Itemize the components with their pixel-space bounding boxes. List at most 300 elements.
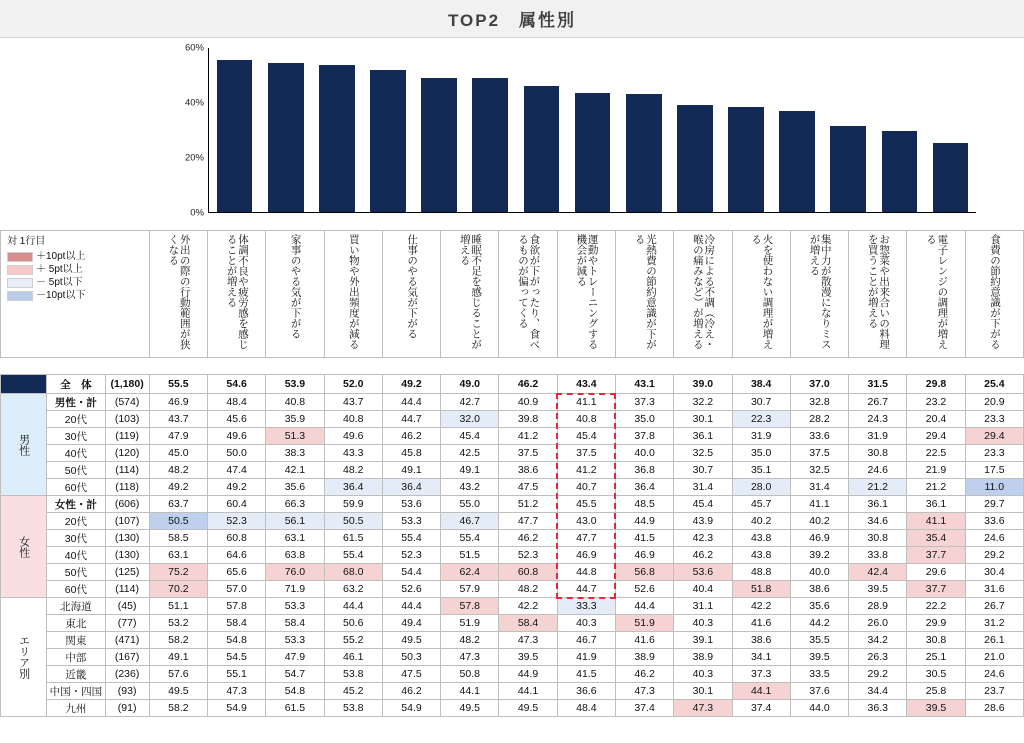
data-cell: 33.6 bbox=[965, 513, 1023, 530]
data-cell: 41.2 bbox=[499, 428, 557, 445]
row-label: 近畿 bbox=[47, 666, 105, 683]
row-n: (236) bbox=[105, 666, 149, 683]
data-cell: 63.8 bbox=[266, 547, 324, 564]
data-cell: 30.8 bbox=[849, 445, 907, 462]
data-cell: 24.6 bbox=[965, 530, 1023, 547]
data-cell: 36.4 bbox=[382, 479, 440, 496]
data-cell: 55.4 bbox=[441, 530, 499, 547]
data-cell: 35.0 bbox=[615, 411, 673, 428]
data-cell: 30.7 bbox=[674, 462, 732, 479]
bar-slot bbox=[874, 48, 925, 212]
y-axis-tick: 0% bbox=[190, 207, 204, 219]
data-cell: 26.1 bbox=[965, 632, 1023, 649]
data-cell: 37.7 bbox=[907, 581, 965, 598]
data-cell: 50.8 bbox=[441, 666, 499, 683]
column-header-2 bbox=[208, 231, 266, 358]
data-cell: 41.1 bbox=[907, 513, 965, 530]
data-cell: 38.9 bbox=[615, 649, 673, 666]
data-cell: 40.0 bbox=[615, 445, 673, 462]
chart-bar bbox=[472, 78, 508, 212]
data-cell: 60.8 bbox=[499, 564, 557, 581]
chart-plot-area bbox=[208, 48, 976, 213]
data-cell: 50.5 bbox=[149, 513, 207, 530]
data-cell: 31.4 bbox=[674, 479, 732, 496]
column-header-label: 買い物や外出頻度が減る bbox=[347, 234, 360, 350]
n-header-spacer bbox=[732, 358, 790, 375]
data-cell: 36.1 bbox=[674, 428, 732, 445]
attribute-table bbox=[0, 230, 1024, 717]
row-n: (606) bbox=[105, 496, 149, 513]
data-cell: 41.5 bbox=[557, 666, 615, 683]
total-value: 49.0 bbox=[441, 375, 499, 394]
row-label: 40代 bbox=[47, 445, 105, 462]
data-cell: 53.8 bbox=[324, 700, 382, 717]
row-n: (107) bbox=[105, 513, 149, 530]
n-header-spacer bbox=[266, 358, 324, 375]
row-n: (130) bbox=[105, 547, 149, 564]
data-cell: 48.2 bbox=[499, 581, 557, 598]
bar-slot bbox=[209, 48, 260, 212]
legend-item bbox=[7, 251, 143, 264]
row-label: 女性・計 bbox=[47, 496, 105, 513]
data-cell: 31.9 bbox=[732, 428, 790, 445]
column-header-label: 食欲が下がったり、食べるものが偏ってくる bbox=[517, 234, 541, 350]
legend-label: － 5pt以下 bbox=[36, 276, 83, 288]
data-cell: 47.9 bbox=[266, 649, 324, 666]
chart-bar bbox=[319, 65, 355, 212]
data-cell: 53.6 bbox=[382, 496, 440, 513]
data-cell: 38.9 bbox=[674, 649, 732, 666]
table-row bbox=[1, 649, 1024, 666]
data-cell: 44.9 bbox=[615, 513, 673, 530]
bar-slot bbox=[618, 48, 669, 212]
row-label: 20代 bbox=[47, 411, 105, 428]
data-cell: 61.5 bbox=[324, 530, 382, 547]
data-cell: 30.5 bbox=[907, 666, 965, 683]
data-cell: 26.7 bbox=[849, 394, 907, 411]
row-label: 50代 bbox=[47, 564, 105, 581]
n-label-row bbox=[1, 358, 1024, 375]
chart-bar bbox=[421, 78, 457, 212]
data-cell: 42.7 bbox=[441, 394, 499, 411]
data-cell: 24.6 bbox=[965, 666, 1023, 683]
legend-item bbox=[7, 277, 143, 290]
column-header-14 bbox=[907, 231, 965, 358]
data-cell: 46.9 bbox=[149, 394, 207, 411]
total-value: 25.4 bbox=[965, 375, 1023, 394]
table-row bbox=[1, 445, 1024, 462]
data-cell: 54.8 bbox=[208, 632, 266, 649]
data-cell: 38.6 bbox=[790, 581, 848, 598]
data-cell: 57.6 bbox=[149, 666, 207, 683]
data-cell: 43.0 bbox=[557, 513, 615, 530]
total-value: 31.5 bbox=[849, 375, 907, 394]
chart-bar bbox=[626, 94, 662, 212]
data-cell: 44.1 bbox=[732, 683, 790, 700]
data-cell: 61.5 bbox=[266, 700, 324, 717]
column-header-1 bbox=[149, 231, 207, 358]
data-cell: 22.3 bbox=[732, 411, 790, 428]
data-cell: 46.1 bbox=[324, 649, 382, 666]
data-cell: 37.5 bbox=[790, 445, 848, 462]
data-cell: 29.2 bbox=[849, 666, 907, 683]
data-cell: 22.2 bbox=[907, 598, 965, 615]
data-cell: 58.4 bbox=[208, 615, 266, 632]
column-header-label: 火を使わない調理が増える bbox=[750, 234, 774, 350]
data-cell: 23.7 bbox=[965, 683, 1023, 700]
data-cell: 54.7 bbox=[266, 666, 324, 683]
table-row bbox=[1, 411, 1024, 428]
column-header-9 bbox=[615, 231, 673, 358]
data-cell: 32.0 bbox=[441, 411, 499, 428]
data-cell: 44.4 bbox=[615, 598, 673, 615]
group-label-男性: 男性 bbox=[1, 394, 47, 496]
data-cell: 24.3 bbox=[849, 411, 907, 428]
bar-slot bbox=[823, 48, 874, 212]
bar-slot bbox=[465, 48, 516, 212]
data-cell: 39.5 bbox=[907, 700, 965, 717]
n-header-spacer bbox=[208, 358, 266, 375]
row-label: 20代 bbox=[47, 513, 105, 530]
column-header-label: 睡眠不足を感じることが増える bbox=[458, 234, 483, 350]
table-row bbox=[1, 513, 1024, 530]
data-cell: 46.9 bbox=[790, 530, 848, 547]
data-cell: 33.3 bbox=[557, 598, 615, 615]
data-cell: 41.6 bbox=[615, 632, 673, 649]
data-cell: 68.0 bbox=[324, 564, 382, 581]
chart-bar bbox=[728, 107, 764, 212]
total-value: 39.0 bbox=[674, 375, 732, 394]
data-cell: 40.3 bbox=[674, 666, 732, 683]
data-cell: 32.2 bbox=[674, 394, 732, 411]
y-axis-tick: 40% bbox=[184, 97, 204, 109]
data-cell: 36.3 bbox=[849, 700, 907, 717]
row-label: 30代 bbox=[47, 428, 105, 445]
row-label: 60代 bbox=[47, 479, 105, 496]
row-label: 東北 bbox=[47, 615, 105, 632]
data-cell: 75.2 bbox=[149, 564, 207, 581]
column-header-label: 家事のやる気が下がる bbox=[289, 234, 302, 339]
legend-label: ＋ 5pt以上 bbox=[36, 263, 83, 275]
data-cell: 47.7 bbox=[499, 513, 557, 530]
chart-bar bbox=[217, 60, 253, 212]
data-cell: 63.1 bbox=[266, 530, 324, 547]
data-cell: 44.1 bbox=[441, 683, 499, 700]
row-n: (125) bbox=[105, 564, 149, 581]
data-cell: 48.4 bbox=[208, 394, 266, 411]
chart-bar bbox=[370, 70, 406, 212]
data-cell: 41.5 bbox=[615, 530, 673, 547]
row-label: 関東 bbox=[47, 632, 105, 649]
total-value: 52.0 bbox=[324, 375, 382, 394]
data-cell: 21.2 bbox=[907, 479, 965, 496]
table-row bbox=[1, 530, 1024, 547]
data-cell: 57.0 bbox=[208, 581, 266, 598]
legend-swatch bbox=[7, 278, 33, 288]
data-cell: 29.4 bbox=[965, 428, 1023, 445]
data-cell: 55.4 bbox=[324, 547, 382, 564]
total-n: (1,180) bbox=[105, 375, 149, 394]
data-cell: 43.8 bbox=[732, 547, 790, 564]
column-header-label: 仕事のやる気が下がる bbox=[406, 234, 419, 339]
data-cell: 47.9 bbox=[149, 428, 207, 445]
data-cell: 46.2 bbox=[382, 683, 440, 700]
data-cell: 59.9 bbox=[324, 496, 382, 513]
column-header-8 bbox=[557, 231, 615, 358]
data-cell: 53.2 bbox=[149, 615, 207, 632]
data-cell: 39.2 bbox=[790, 547, 848, 564]
table-row bbox=[1, 428, 1024, 445]
bar-slot bbox=[516, 48, 567, 212]
bar-slot bbox=[720, 48, 771, 212]
row-label: 40代 bbox=[47, 547, 105, 564]
data-cell: 49.1 bbox=[382, 462, 440, 479]
data-cell: 45.7 bbox=[732, 496, 790, 513]
data-cell: 35.5 bbox=[790, 632, 848, 649]
data-cell: 21.9 bbox=[907, 462, 965, 479]
row-n: (471) bbox=[105, 632, 149, 649]
row-n: (103) bbox=[105, 411, 149, 428]
data-cell: 46.9 bbox=[615, 547, 673, 564]
data-cell: 39.5 bbox=[499, 649, 557, 666]
data-cell: 45.4 bbox=[557, 428, 615, 445]
total-value: 37.0 bbox=[790, 375, 848, 394]
data-cell: 49.5 bbox=[499, 700, 557, 717]
data-table-zone bbox=[0, 230, 1024, 717]
chart-bar bbox=[779, 111, 815, 212]
data-cell: 11.0 bbox=[965, 479, 1023, 496]
legend-label: ＋10pt以上 bbox=[36, 250, 86, 262]
row-label: 30代 bbox=[47, 530, 105, 547]
data-cell: 60.4 bbox=[208, 496, 266, 513]
data-cell: 47.3 bbox=[615, 683, 673, 700]
n-header-spacer bbox=[149, 358, 207, 375]
data-cell: 36.4 bbox=[615, 479, 673, 496]
n-header-spacer bbox=[849, 358, 907, 375]
data-cell: 43.3 bbox=[324, 445, 382, 462]
data-cell: 44.9 bbox=[499, 666, 557, 683]
row-n: (91) bbox=[105, 700, 149, 717]
data-cell: 46.7 bbox=[557, 632, 615, 649]
data-cell: 54.4 bbox=[382, 564, 440, 581]
total-value: 53.9 bbox=[266, 375, 324, 394]
table-row bbox=[1, 700, 1024, 717]
chart-bar bbox=[933, 143, 969, 212]
column-header-10 bbox=[674, 231, 732, 358]
data-cell: 28.0 bbox=[732, 479, 790, 496]
data-cell: 29.4 bbox=[907, 428, 965, 445]
data-cell: 50.5 bbox=[324, 513, 382, 530]
data-cell: 38.6 bbox=[732, 632, 790, 649]
data-cell: 62.4 bbox=[441, 564, 499, 581]
n-header-label bbox=[1, 358, 150, 375]
data-cell: 57.8 bbox=[208, 598, 266, 615]
data-cell: 37.3 bbox=[732, 666, 790, 683]
data-cell: 56.8 bbox=[615, 564, 673, 581]
column-header-label: 冷房による不調（冷え・喉の痛みなど）が増える bbox=[691, 234, 716, 350]
data-cell: 43.7 bbox=[324, 394, 382, 411]
data-cell: 29.6 bbox=[907, 564, 965, 581]
data-cell: 32.8 bbox=[790, 394, 848, 411]
data-cell: 40.9 bbox=[499, 394, 557, 411]
data-cell: 53.8 bbox=[324, 666, 382, 683]
data-cell: 66.3 bbox=[266, 496, 324, 513]
data-cell: 36.6 bbox=[557, 683, 615, 700]
data-cell: 46.2 bbox=[615, 666, 673, 683]
data-cell: 49.2 bbox=[149, 479, 207, 496]
y-axis-tick: 20% bbox=[184, 152, 204, 164]
data-cell: 47.5 bbox=[499, 479, 557, 496]
data-cell: 58.2 bbox=[149, 632, 207, 649]
n-header-spacer bbox=[790, 358, 848, 375]
y-axis-tick: 60% bbox=[184, 42, 204, 54]
data-cell: 46.2 bbox=[382, 428, 440, 445]
n-header-spacer bbox=[615, 358, 673, 375]
data-cell: 40.3 bbox=[557, 615, 615, 632]
data-cell: 51.1 bbox=[149, 598, 207, 615]
data-cell: 52.3 bbox=[208, 513, 266, 530]
row-label: 男性・計 bbox=[47, 394, 105, 411]
column-header-15 bbox=[965, 231, 1023, 358]
bar-slot bbox=[260, 48, 311, 212]
data-cell: 41.1 bbox=[790, 496, 848, 513]
data-cell: 49.4 bbox=[382, 615, 440, 632]
data-cell: 21.2 bbox=[849, 479, 907, 496]
data-cell: 33.5 bbox=[790, 666, 848, 683]
row-label: 北海道 bbox=[47, 598, 105, 615]
data-cell: 48.8 bbox=[732, 564, 790, 581]
data-cell: 52.3 bbox=[382, 547, 440, 564]
bar-slot bbox=[414, 48, 465, 212]
total-label: 全 体 bbox=[47, 375, 105, 394]
data-cell: 40.4 bbox=[674, 581, 732, 598]
total-value: 55.5 bbox=[149, 375, 207, 394]
data-cell: 48.2 bbox=[441, 632, 499, 649]
data-cell: 49.2 bbox=[208, 479, 266, 496]
data-cell: 23.3 bbox=[965, 445, 1023, 462]
legend-item bbox=[7, 290, 143, 303]
data-cell: 25.1 bbox=[907, 649, 965, 666]
data-cell: 45.6 bbox=[208, 411, 266, 428]
data-cell: 53.3 bbox=[266, 598, 324, 615]
n-header-spacer bbox=[324, 358, 382, 375]
data-cell: 28.2 bbox=[790, 411, 848, 428]
data-cell: 54.8 bbox=[266, 683, 324, 700]
data-cell: 51.3 bbox=[266, 428, 324, 445]
data-cell: 43.8 bbox=[732, 530, 790, 547]
row-n: (119) bbox=[105, 428, 149, 445]
data-cell: 57.9 bbox=[441, 581, 499, 598]
column-header-11 bbox=[732, 231, 790, 358]
data-cell: 42.2 bbox=[732, 598, 790, 615]
column-header-label: 食費の節約意識が下がる bbox=[988, 234, 1001, 350]
table-row bbox=[1, 496, 1024, 513]
legend-label: －10pt以下 bbox=[36, 289, 86, 301]
group-label-エリア別: エリア別 bbox=[1, 598, 47, 717]
row-n: (167) bbox=[105, 649, 149, 666]
data-cell: 51.8 bbox=[732, 581, 790, 598]
table-header-row bbox=[1, 231, 1024, 358]
row-label: 九州 bbox=[47, 700, 105, 717]
table-row bbox=[1, 581, 1024, 598]
data-cell: 52.6 bbox=[615, 581, 673, 598]
column-header-7 bbox=[499, 231, 557, 358]
data-cell: 53.3 bbox=[382, 513, 440, 530]
data-cell: 47.3 bbox=[674, 700, 732, 717]
data-cell: 35.1 bbox=[732, 462, 790, 479]
data-cell: 49.5 bbox=[149, 683, 207, 700]
n-header-spacer bbox=[557, 358, 615, 375]
data-cell: 63.7 bbox=[149, 496, 207, 513]
column-header-4 bbox=[324, 231, 382, 358]
table-row bbox=[1, 632, 1024, 649]
data-cell: 45.4 bbox=[674, 496, 732, 513]
data-cell: 35.9 bbox=[266, 411, 324, 428]
data-cell: 26.3 bbox=[849, 649, 907, 666]
data-cell: 49.1 bbox=[149, 649, 207, 666]
data-cell: 36.1 bbox=[849, 496, 907, 513]
data-cell: 40.7 bbox=[557, 479, 615, 496]
data-cell: 23.2 bbox=[907, 394, 965, 411]
total-row bbox=[1, 375, 1024, 394]
column-header-label: 電子レンジの調理が増える bbox=[925, 234, 949, 350]
data-cell: 34.6 bbox=[849, 513, 907, 530]
data-cell: 54.9 bbox=[382, 700, 440, 717]
data-cell: 34.4 bbox=[849, 683, 907, 700]
data-cell: 44.4 bbox=[324, 598, 382, 615]
legend-caption: 対 1行目 bbox=[7, 236, 46, 247]
data-cell: 47.3 bbox=[208, 683, 266, 700]
bar-slot bbox=[311, 48, 362, 212]
data-cell: 44.7 bbox=[382, 411, 440, 428]
table-row bbox=[1, 683, 1024, 700]
data-cell: 40.3 bbox=[674, 615, 732, 632]
total-value: 49.2 bbox=[382, 375, 440, 394]
row-n: (130) bbox=[105, 530, 149, 547]
table-row bbox=[1, 598, 1024, 615]
group-label-女性: 女性 bbox=[1, 496, 47, 598]
data-cell: 37.5 bbox=[557, 445, 615, 462]
total-value: 46.2 bbox=[499, 375, 557, 394]
data-cell: 41.6 bbox=[732, 615, 790, 632]
data-cell: 42.4 bbox=[849, 564, 907, 581]
n-header-spacer bbox=[907, 358, 965, 375]
data-cell: 17.5 bbox=[965, 462, 1023, 479]
data-cell: 37.7 bbox=[907, 547, 965, 564]
data-cell: 22.5 bbox=[907, 445, 965, 462]
data-cell: 51.2 bbox=[499, 496, 557, 513]
data-cell: 46.2 bbox=[674, 547, 732, 564]
legend-swatch bbox=[7, 252, 33, 262]
data-cell: 31.9 bbox=[849, 428, 907, 445]
data-cell: 37.3 bbox=[615, 394, 673, 411]
data-cell: 42.1 bbox=[266, 462, 324, 479]
row-label: 60代 bbox=[47, 581, 105, 598]
table-row bbox=[1, 462, 1024, 479]
bar-slot bbox=[567, 48, 618, 212]
data-cell: 49.1 bbox=[441, 462, 499, 479]
data-cell: 41.9 bbox=[557, 649, 615, 666]
column-header-label: 集中力が散漫になりミスが増える bbox=[808, 234, 832, 350]
data-cell: 40.0 bbox=[790, 564, 848, 581]
data-cell: 39.5 bbox=[790, 649, 848, 666]
row-label: 中部 bbox=[47, 649, 105, 666]
row-n: (45) bbox=[105, 598, 149, 615]
data-cell: 44.8 bbox=[557, 564, 615, 581]
total-value: 43.1 bbox=[615, 375, 673, 394]
data-cell: 70.2 bbox=[149, 581, 207, 598]
data-cell: 36.8 bbox=[615, 462, 673, 479]
